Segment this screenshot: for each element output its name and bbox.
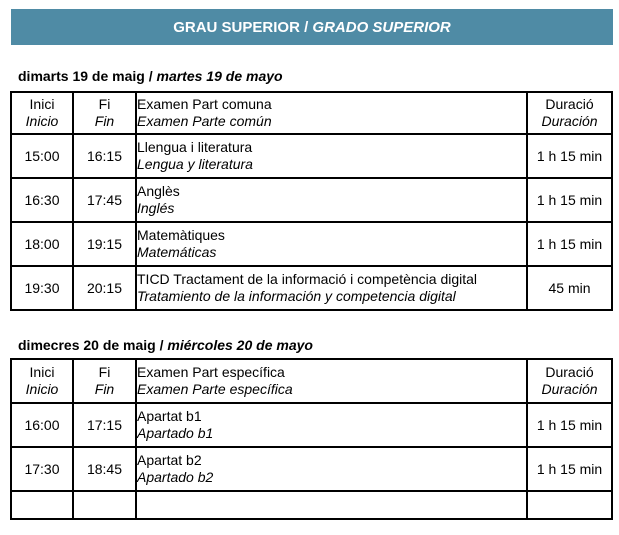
end-time: 18:45 (73, 447, 136, 491)
subject-es: Inglés (137, 200, 175, 216)
subject-ca: TICD Tractament de la informació i competència digital (137, 271, 478, 287)
subject-cell (136, 403, 527, 447)
table-row (11, 266, 612, 310)
day-title-es: miércoles 20 de mayo (167, 337, 313, 353)
subject-cell (136, 222, 527, 266)
day-heading-1 (18, 68, 283, 84)
end-time: 16:15 (73, 134, 136, 178)
header-exam: Examen Part específica Examen Parte específica (136, 359, 527, 403)
subject-ca: Apartat b2 (137, 452, 202, 468)
subject-es: Matemáticas (137, 244, 217, 260)
duration: 1 h 15 min (527, 134, 612, 178)
end-time: 17:15 (73, 403, 136, 447)
table-row (11, 447, 612, 491)
subject-ca: Anglès (137, 183, 180, 199)
subject-cell (136, 447, 527, 491)
start-time: 16:30 (11, 178, 73, 222)
table-header-row (11, 92, 612, 134)
start-time: 18:00 (11, 222, 73, 266)
start-time: 16:00 (11, 403, 73, 447)
subject-cell (136, 266, 527, 310)
subject-cell (136, 178, 527, 222)
table-header-row (11, 359, 612, 403)
day-title-es: martes 19 de mayo (156, 68, 283, 84)
subject-cell (136, 134, 527, 178)
header-end: Fi Fin (73, 92, 136, 134)
table-row (11, 403, 612, 447)
duration: 1 h 15 min (527, 222, 612, 266)
subject-es: Tratamiento de la información y competencia digital (137, 288, 456, 304)
duration: 1 h 15 min (527, 178, 612, 222)
header-end: Fi Fin (73, 359, 136, 403)
duration: 1 h 15 min (527, 403, 612, 447)
subject-es: Apartado b1 (137, 425, 214, 441)
duration: 45 min (527, 266, 612, 310)
schedule-table-1 (10, 91, 613, 311)
header-start: Inici Inicio (11, 359, 73, 403)
schedule-table-2 (10, 358, 613, 520)
header-start: Inici Inicio (11, 92, 73, 134)
subject-ca: Apartat b1 (137, 408, 202, 424)
subject-es: Apartado b2 (137, 469, 214, 485)
subject-ca: Llengua i literatura (137, 139, 253, 155)
empty-cell (73, 491, 136, 519)
empty-cell (11, 491, 73, 519)
end-time: 19:15 (73, 222, 136, 266)
empty-row (11, 491, 612, 519)
header-duration: Duració Duración (527, 359, 612, 403)
header-duration: Duració Duración (527, 92, 612, 134)
end-time: 17:45 (73, 178, 136, 222)
banner-title-ca: GRAU SUPERIOR / (173, 18, 309, 36)
start-time: 19:30 (11, 266, 73, 310)
table-row (11, 178, 612, 222)
empty-cell (136, 491, 527, 519)
banner-title-es: GRADO SUPERIOR (312, 18, 451, 36)
header-exam: Examen Part comuna Examen Parte común (136, 92, 527, 134)
day-heading-2 (18, 337, 313, 353)
table-row (11, 134, 612, 178)
start-time: 17:30 (11, 447, 73, 491)
empty-cell (527, 491, 612, 519)
start-time: 15:00 (11, 134, 73, 178)
end-time: 20:15 (73, 266, 136, 310)
duration: 1 h 15 min (527, 447, 612, 491)
subject-ca: Matemàtiques (137, 227, 225, 243)
table-row (11, 222, 612, 266)
day-title-ca: dimarts 19 de maig / (18, 68, 153, 84)
section-banner (11, 9, 613, 45)
day-title-ca: dimecres 20 de maig / (18, 337, 164, 353)
subject-es: Lengua y literatura (137, 156, 253, 172)
